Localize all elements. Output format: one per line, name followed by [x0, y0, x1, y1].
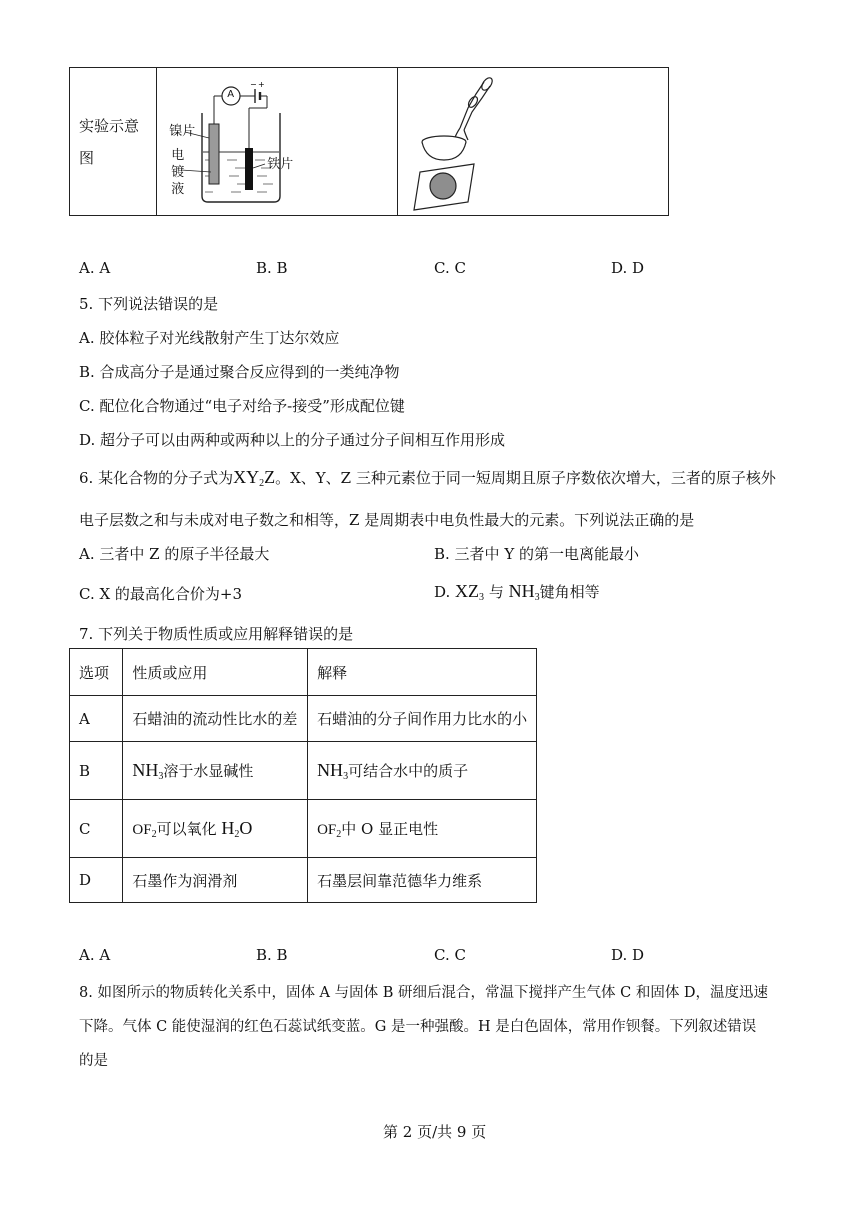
crucible-tongs-diagram	[398, 68, 666, 215]
q4-option-b[interactable]: B. B	[256, 259, 288, 277]
q4-option-a[interactable]: A. A	[79, 259, 111, 277]
q7-row-b-explanation: NH3可结合水中的质子	[308, 742, 537, 800]
q6-option-a[interactable]: A. 三者中 Z 的原子半径最大	[79, 545, 270, 563]
q8-stem-line1: 8. 如图所示的物质转化关系中，固体 A 与固体 B 研细后混合，常温下搅拌产生气体 C 和固体 D，温度迅速	[79, 985, 769, 1001]
q7-row-d-explanation: 石墨层间靠范德华力维系	[308, 858, 537, 903]
q5-option-a[interactable]: A. 胶体粒子对光线散射产生丁达尔效应	[79, 329, 340, 347]
q5-option-c[interactable]: C. 配位化合物通过“电子对给予-接受”形成配位键	[79, 397, 405, 415]
ammeter-label: A	[227, 89, 235, 100]
q7-table	[69, 648, 537, 903]
q7-option-c[interactable]: C. C	[434, 946, 466, 964]
electrolyte-label-1: 电	[171, 148, 185, 163]
q4-option-d[interactable]: D. D	[611, 259, 645, 277]
q7-header-option: 选项	[70, 649, 123, 696]
q7-row-a-option: A	[70, 696, 123, 742]
q5-stem: 5. 下列说法错误的是	[79, 295, 219, 313]
q7-row-c-explanation: $OF_2$中 O 显正电性	[308, 800, 537, 858]
q5-option-b[interactable]: B. 合成高分子是通过聚合反应得到的一类纯净物	[79, 363, 400, 381]
q6-stem-post: 。X、Y、Z 三种元素位于同一短周期且原子序数依次增大，三者的原子核外	[275, 469, 776, 487]
q7-row-b-property: NH3溶于水显碱性	[123, 742, 308, 800]
nickel-label: 镍片	[169, 124, 196, 139]
electroplating-diagram-cell	[157, 68, 398, 216]
page-footer: 第 2 页/共 9 页	[383, 1123, 487, 1141]
q6-optd-formula1: XZ3	[455, 581, 485, 603]
svg-text:+: +	[258, 80, 265, 89]
q6-stem-pre: 6. 某化合物的分子式为	[79, 469, 234, 487]
q7-row-a-property: 石蜡油的流动性比水的差	[123, 696, 308, 742]
q7-row-a-explanation: 石蜡油的分子间作用力比水的小	[308, 696, 537, 742]
q7-option-a[interactable]: A. A	[79, 946, 111, 964]
q7-row-c-option: C	[70, 800, 123, 858]
svg-text:−: −	[250, 80, 257, 89]
q8-stem-line3: 的是	[79, 1053, 108, 1069]
q7-row-b-option: B	[70, 742, 123, 800]
q6-stem-line1	[79, 467, 776, 488]
electrolyte-label-2: 镀	[171, 165, 185, 180]
q7-row-c-property: $OF_2$可以氧化 H2O	[123, 800, 308, 858]
experiment-table	[69, 67, 669, 216]
q6-option-d[interactable]: D. XZ3 与 NH3键角相等	[434, 581, 600, 603]
q7-header-property: 性质或应用	[123, 649, 308, 696]
iron-label: 铁片	[267, 157, 294, 172]
q6-option-b[interactable]: B. 三者中 Y 的第一电离能最小	[434, 545, 639, 563]
q7-option-b[interactable]: B. B	[256, 946, 288, 964]
q7-option-d[interactable]: D. D	[611, 946, 645, 964]
electrolyte-label-3: 液	[171, 182, 185, 197]
q7-header-explanation: 解释	[308, 649, 537, 696]
q7-stem: 7. 下列关于物质性质或应用解释错误的是	[79, 625, 354, 643]
electroplating-diagram	[157, 68, 397, 215]
experiment-row-label: 实验示意图	[79, 116, 140, 167]
q6-optd-formula2: NH3	[508, 581, 540, 603]
q6-stem-line2: 电子层数之和与未成对电子数之和相等，Z 是周期表中电负性最大的元素。下列说法正确的是	[79, 511, 695, 529]
crucible-diagram-cell	[398, 68, 669, 216]
q6-formula: XY2Z	[233, 467, 276, 489]
experiment-row-label-cell	[70, 68, 157, 216]
q6-option-c[interactable]: C. X 的最高化合价为+3	[79, 585, 243, 603]
q7-row-d-property: 石墨作为润滑剂	[123, 858, 308, 903]
q8-stem-line2: 下降。气体 C 能使湿润的红色石蕊试纸变蓝。G 是一种强酸。H 是白色固体，常用作钡餐。下列叙述错误	[79, 1019, 757, 1035]
q4-option-c[interactable]: C. C	[434, 259, 466, 277]
q5-option-d[interactable]: D. 超分子可以由两种或两种以上的分子通过分子间相互作用形成	[79, 431, 506, 449]
q7-row-d-option: D	[70, 858, 123, 903]
